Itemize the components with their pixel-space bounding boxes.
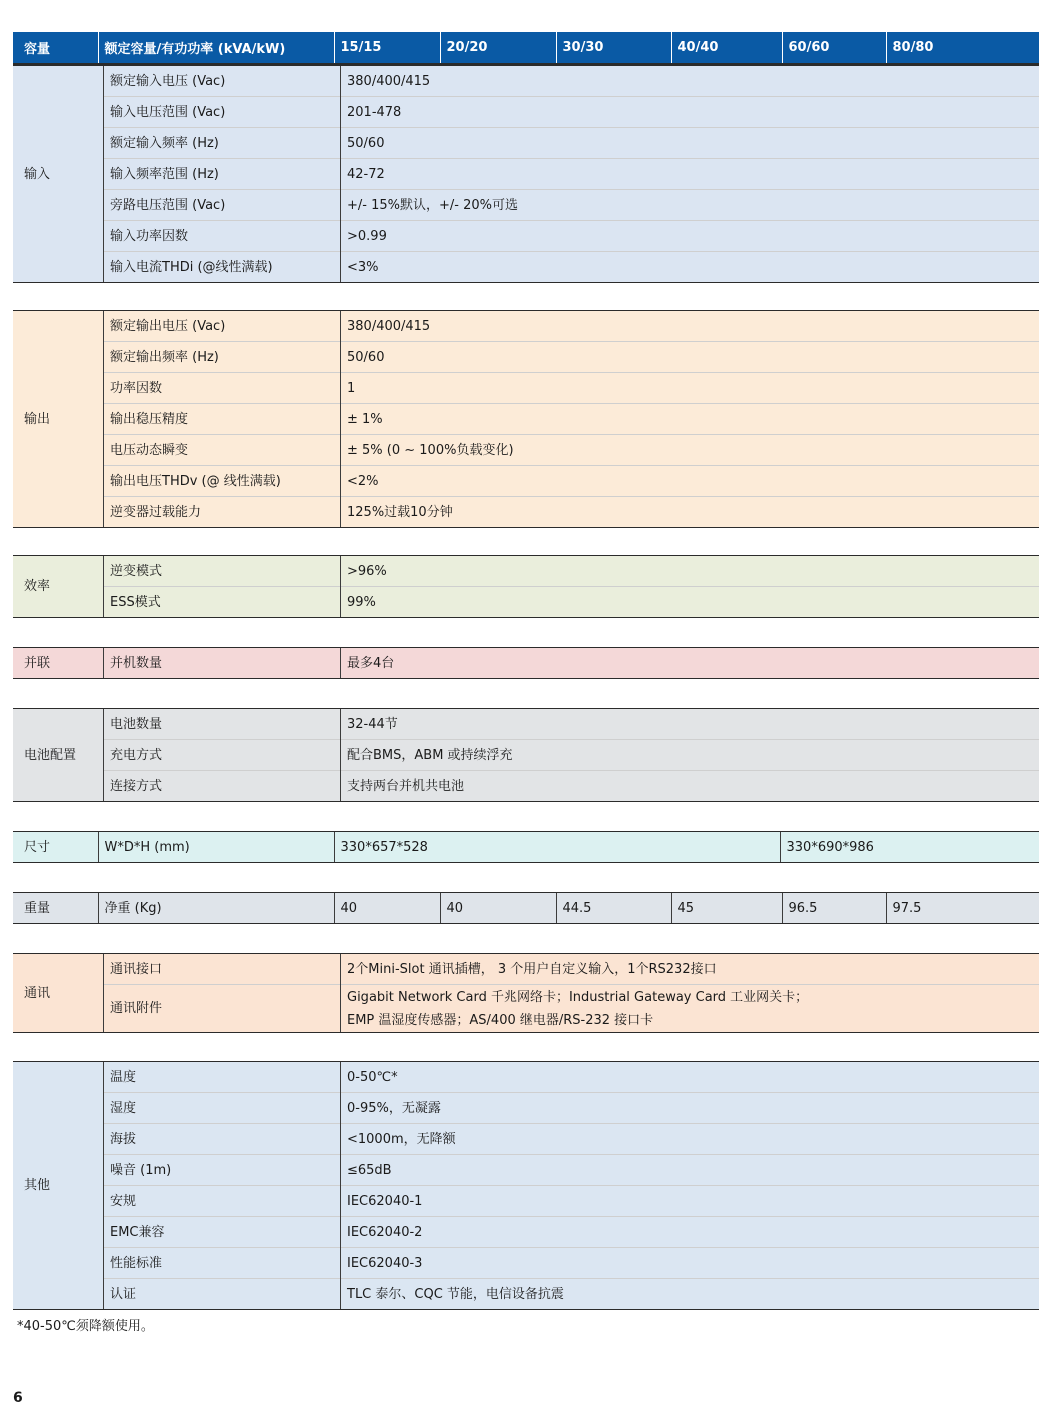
value-cell: <1000m，无降额 <box>341 1124 1040 1155</box>
param-cell: 温度 <box>104 1062 341 1093</box>
value-cell: ± 1% <box>341 404 1040 435</box>
header-model: 20/20 <box>440 32 556 63</box>
output-section <box>13 310 1039 528</box>
value-cell: 50/60 <box>341 342 1040 373</box>
param-cell: 通讯附件 <box>104 985 341 1033</box>
param-cell: 输入电流THDi (@线性满载) <box>104 252 341 283</box>
battery-label: 电池配置 <box>24 747 77 763</box>
value-cell: 0-50℃* <box>341 1062 1040 1093</box>
header-capacity: 容量 <box>13 32 98 63</box>
value-cell: IEC62040-2 <box>341 1217 1040 1248</box>
header-rated-capacity: 额定容量/有功功率 (kVA/kW) <box>98 32 334 63</box>
weight-value: 97.5 <box>886 893 1039 923</box>
value-cell: IEC62040-1 <box>341 1186 1040 1217</box>
param-cell: 电池数量 <box>104 709 341 740</box>
param-cell: 安规 <box>104 1186 341 1217</box>
param-cell: 额定输入电压 (Vac) <box>104 66 341 97</box>
value-cell: 32-44节 <box>341 709 1040 740</box>
value-cell: 2个Mini-Slot 通讯插槽， 3 个用户自定义输入，1个RS232接口 <box>341 954 1040 985</box>
value-cell: >96% <box>341 556 1040 587</box>
weight-value: 44.5 <box>556 893 671 923</box>
dimension-large: 330*690*986 <box>780 832 1039 862</box>
table-header <box>13 32 1039 63</box>
header-model: 30/30 <box>556 32 671 63</box>
param-cell: 海拔 <box>104 1124 341 1155</box>
param-cell: 功率因数 <box>104 373 341 404</box>
weight-section <box>13 892 1039 924</box>
value-cell: 380/400/415 <box>341 311 1040 342</box>
param-cell: 净重 (Kg) <box>98 893 334 923</box>
param-cell: 逆变器过载能力 <box>104 497 341 528</box>
value-cell: ± 5% (0 ~ 100%负载变化) <box>341 435 1040 466</box>
value-cell: >0.99 <box>341 221 1040 252</box>
value-cell: 支持两台并机共电池 <box>341 771 1040 802</box>
efficiency-label: 效率 <box>24 579 51 594</box>
param-cell: 额定输出频率 (Hz) <box>104 342 341 373</box>
header-model: 60/60 <box>782 32 886 63</box>
input-label: 输入 <box>24 166 51 182</box>
param-cell: 性能标准 <box>104 1248 341 1279</box>
param-cell: 旁路电压范围 (Vac) <box>104 190 341 221</box>
input-section <box>13 65 1039 283</box>
battery-section <box>13 708 1039 802</box>
value-cell: <3% <box>341 252 1040 283</box>
value-cell: 50/60 <box>341 128 1040 159</box>
efficiency-section <box>13 555 1039 618</box>
weight-value: 96.5 <box>782 893 886 923</box>
param-cell: 输入电压范围 (Vac) <box>104 97 341 128</box>
param-cell: 额定输出电压 (Vac) <box>104 311 341 342</box>
communication-label: 通讯 <box>24 985 51 1001</box>
weight-value: 40 <box>440 893 556 923</box>
value-cell: 1 <box>341 373 1040 404</box>
header-model: 15/15 <box>334 32 440 63</box>
value-cell <box>341 985 1040 1033</box>
other-section <box>13 1061 1039 1310</box>
param-cell: 噪音 (1m) <box>104 1155 341 1186</box>
param-cell: 连接方式 <box>104 771 341 802</box>
page-number: 6 <box>13 1390 23 1406</box>
param-cell: EMC兼容 <box>104 1217 341 1248</box>
header-model: 80/80 <box>886 32 1039 63</box>
param-cell: 输入功率因数 <box>104 221 341 252</box>
param-cell: 充电方式 <box>104 740 341 771</box>
output-label: 输出 <box>24 411 51 427</box>
param-cell: 额定输入频率 (Hz) <box>104 128 341 159</box>
param-cell: 输入频率范围 (Hz) <box>104 159 341 190</box>
dimension-small: 330*657*528 <box>334 832 780 862</box>
param-cell: 逆变模式 <box>104 556 341 587</box>
communication-section <box>13 953 1039 1033</box>
accessory-line: EMP 温湿度传感器；AS/400 继电器/RS-232 接口卡 <box>347 1012 654 1028</box>
value-cell: 201-478 <box>341 97 1040 128</box>
param-cell: 认证 <box>104 1279 341 1310</box>
value-cell: ≤65dB <box>341 1155 1040 1186</box>
value-cell: 99% <box>341 587 1040 618</box>
param-cell: 电压动态瞬变 <box>104 435 341 466</box>
other-label: 其他 <box>24 1178 51 1193</box>
param-cell: W*D*H (mm) <box>98 832 334 862</box>
weight-value: 40 <box>334 893 440 923</box>
dimension-label: 尺寸 <box>24 839 51 855</box>
value-cell: <2% <box>341 466 1040 497</box>
value-cell: 配合BMS，ABM 或持续浮充 <box>341 740 1040 771</box>
value-cell: 最多4台 <box>341 648 1040 678</box>
value-cell: +/- 15%默认，+/- 20%可选 <box>341 190 1040 221</box>
param-cell: ESS模式 <box>104 587 341 618</box>
value-cell: 380/400/415 <box>341 66 1040 97</box>
footnote: *40-50℃须降额使用。 <box>17 1319 154 1334</box>
value-cell: TLC 泰尔、CQC 节能，电信设备抗震 <box>341 1279 1040 1310</box>
param-cell: 通讯接口 <box>104 954 341 985</box>
param-cell: 湿度 <box>104 1093 341 1124</box>
accessory-line: Gigabit Network Card 千兆网络卡；Industrial Gateway Card 工业网关卡； <box>347 989 809 1005</box>
param-cell: 并机数量 <box>104 648 341 678</box>
value-cell: 42-72 <box>341 159 1040 190</box>
param-cell: 输出电压THDv (@ 线性满载) <box>104 466 341 497</box>
parallel-label: 并联 <box>24 655 51 671</box>
header-model: 40/40 <box>671 32 782 63</box>
value-cell: IEC62040-3 <box>341 1248 1040 1279</box>
value-cell: 0-95%，无凝露 <box>341 1093 1040 1124</box>
weight-label: 重量 <box>24 900 51 916</box>
weight-value: 45 <box>671 893 782 923</box>
param-cell: 输出稳压精度 <box>104 404 341 435</box>
parallel-section <box>13 647 1039 679</box>
dimension-section <box>13 831 1039 863</box>
value-cell: 125%过载10分钟 <box>341 497 1040 528</box>
